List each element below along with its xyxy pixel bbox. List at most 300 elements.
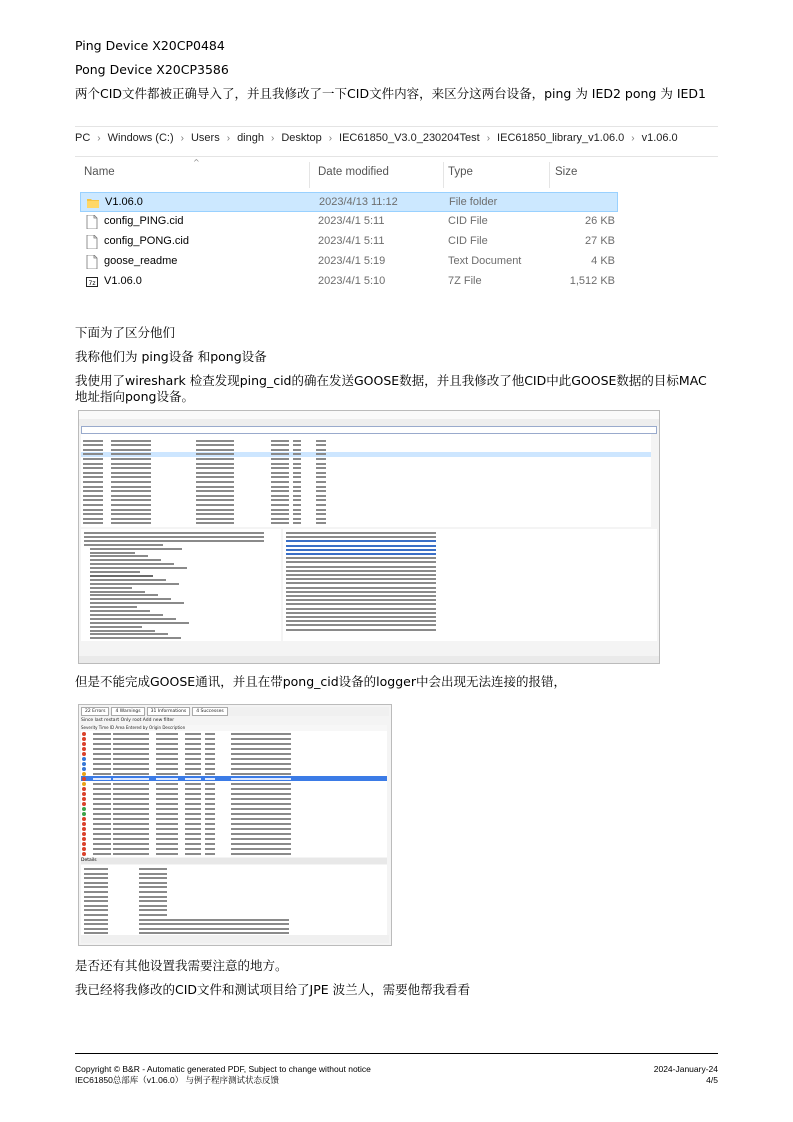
ping-device-line: Ping Device X20CP0484 xyxy=(75,38,225,53)
logger-text-line xyxy=(205,783,215,785)
logger-text-line xyxy=(205,793,215,795)
wireshark-packet-details xyxy=(81,529,281,641)
logger-tab[interactable]: 31 Informations xyxy=(147,707,191,716)
detail-key-line xyxy=(84,882,108,884)
logger-text-line xyxy=(205,738,215,740)
packet-text-line xyxy=(293,490,301,492)
logger-text-line xyxy=(205,833,215,835)
logger-text-line xyxy=(185,783,201,785)
file-icon xyxy=(86,215,98,229)
packet-text-line xyxy=(83,513,103,515)
hex-text-line xyxy=(286,540,436,542)
logger-text-line xyxy=(156,853,178,855)
breadcrumb-segment[interactable]: Desktop xyxy=(281,132,322,144)
logger-text-line xyxy=(156,768,178,770)
packet-text-line xyxy=(316,449,326,451)
logger-table-header: Severity Time ID Area Entered by Origin Description xyxy=(81,725,387,731)
packet-text-line xyxy=(293,463,301,465)
detail-text-line xyxy=(90,602,184,604)
column-separator[interactable] xyxy=(549,162,550,188)
file-row[interactable] xyxy=(80,232,618,252)
packet-text-line xyxy=(316,481,326,483)
hex-text-line xyxy=(286,536,436,538)
logger-text-line xyxy=(231,828,291,830)
logger-text-line xyxy=(205,748,215,750)
detail-key-line xyxy=(84,923,108,925)
archive-icon xyxy=(86,275,98,289)
logger-text-line xyxy=(185,778,201,780)
breadcrumb-segment[interactable]: IEC61850_V3.0_230204Test xyxy=(339,132,480,144)
logger-tab[interactable]: 22 Errors xyxy=(81,707,109,716)
logger-details-pane xyxy=(81,865,387,939)
packet-text-line xyxy=(293,467,301,469)
column-separator[interactable] xyxy=(443,162,444,188)
logger-text-line xyxy=(205,788,215,790)
logger-text-line xyxy=(113,813,149,815)
logger-text-line xyxy=(156,803,178,805)
column-name[interactable]: Name xyxy=(84,166,115,178)
file-row[interactable] xyxy=(80,272,618,292)
logger-text-line xyxy=(231,833,291,835)
file-explorer-screenshot xyxy=(75,126,718,298)
breadcrumb-segment[interactable]: v1.06.0 xyxy=(641,132,678,144)
packet-text-line xyxy=(111,444,151,446)
detail-text-line xyxy=(90,555,148,557)
logger-text-line xyxy=(185,733,201,735)
packet-text-line xyxy=(196,472,234,474)
logger-text-line xyxy=(156,753,178,755)
logger-text-line xyxy=(93,768,111,770)
logger-text-line xyxy=(93,843,111,845)
packet-text-line xyxy=(111,453,151,455)
chevron-right-icon: › xyxy=(270,133,275,144)
packet-text-line xyxy=(271,463,289,465)
packet-text-line xyxy=(316,476,326,478)
logger-text-line xyxy=(93,838,111,840)
wireshark-screenshot xyxy=(78,410,660,664)
packet-text-line xyxy=(293,440,301,442)
logger-text-line xyxy=(93,778,111,780)
packet-text-line xyxy=(196,444,234,446)
logger-text-line xyxy=(113,788,149,790)
packet-text-line xyxy=(316,513,326,515)
footer-copyright: Copyright © B&R - Automatic generated PDF, Subject to change without notice xyxy=(75,1064,371,1074)
hex-text-line xyxy=(286,608,436,610)
packet-text-line xyxy=(293,449,301,451)
logger-text-line xyxy=(205,848,215,850)
packet-text-line xyxy=(293,444,301,446)
packet-text-line xyxy=(271,467,289,469)
detail-key-line xyxy=(84,873,108,875)
packet-text-line xyxy=(271,449,289,451)
logger-text-line xyxy=(113,823,149,825)
detail-key-line xyxy=(84,914,108,916)
wireshark-hex-pane xyxy=(283,529,657,641)
packet-row[interactable] xyxy=(81,521,651,526)
logger-tabs xyxy=(81,707,389,716)
logger-text-line xyxy=(113,803,149,805)
logger-text-line xyxy=(205,798,215,800)
file-size: 1,512 KB xyxy=(569,275,615,287)
logger-text-line xyxy=(93,758,111,760)
packet-text-line xyxy=(316,509,326,511)
logger-text-line xyxy=(185,843,201,845)
breadcrumb-segment[interactable]: Windows (C:) xyxy=(107,132,174,144)
packet-text-line xyxy=(316,499,326,501)
packet-text-line xyxy=(83,472,103,474)
logger-text-line xyxy=(93,818,111,820)
column-date[interactable]: Date modified xyxy=(318,166,389,178)
detail-key-line xyxy=(84,909,108,911)
packet-text-line xyxy=(271,504,289,506)
logger-text-line xyxy=(185,808,201,810)
packet-text-line xyxy=(111,440,151,442)
logger-text-line xyxy=(231,733,291,735)
footer-date: 2024-January-24 xyxy=(653,1064,718,1074)
hex-text-line xyxy=(286,574,436,576)
logger-text-line xyxy=(113,818,149,820)
packet-text-line xyxy=(83,509,103,511)
file-icon xyxy=(86,255,98,269)
logger-text-line xyxy=(231,813,291,815)
logger-text-line xyxy=(93,753,111,755)
hex-text-line xyxy=(286,591,436,593)
pong-device-line: Pong Device X20CP3586 xyxy=(75,62,229,77)
svg-text:7z: 7z xyxy=(88,280,96,287)
logger-footer-tabs xyxy=(81,935,389,943)
logger-text-line xyxy=(156,828,178,830)
packet-text-line xyxy=(271,481,289,483)
logger-text-line xyxy=(231,773,291,775)
sort-arrow-icon: ^ xyxy=(193,158,200,167)
logger-text-line xyxy=(231,848,291,850)
detail-text-line xyxy=(84,532,264,534)
logger-text-line xyxy=(231,738,291,740)
hex-text-line xyxy=(286,582,436,584)
wireshark-packet-list xyxy=(81,434,651,527)
logger-filter-bar[interactable]: Since last restart Only root Add new filter xyxy=(81,718,175,723)
packet-text-line xyxy=(293,472,301,474)
divider xyxy=(75,126,718,127)
file-name: goose_readme xyxy=(104,255,178,267)
packet-text-line xyxy=(196,458,234,460)
detail-value-line xyxy=(139,923,289,925)
logger-text-line xyxy=(185,788,201,790)
packet-text-line xyxy=(271,499,289,501)
detail-value-line xyxy=(139,909,167,911)
chevron-right-icon: › xyxy=(631,133,635,144)
hex-text-line xyxy=(286,629,436,631)
logger-text-line xyxy=(156,838,178,840)
packet-text-line xyxy=(111,504,151,506)
file-type: CID File xyxy=(448,235,488,247)
logger-text-line xyxy=(113,783,149,785)
packet-text-line xyxy=(111,463,151,465)
logger-text-line xyxy=(93,793,111,795)
naming-paragraph: 我称他们为 ping设备 和pong设备 xyxy=(75,349,267,364)
question-paragraph: 是否还有其他设置我需要注意的地方。 xyxy=(75,958,288,973)
logger-text-line xyxy=(205,803,215,805)
packet-text-line xyxy=(293,522,301,524)
packet-text-line xyxy=(293,486,301,488)
logger-text-line xyxy=(93,823,111,825)
packet-text-line xyxy=(196,518,234,520)
logger-text-line xyxy=(185,838,201,840)
packet-text-line xyxy=(83,504,103,506)
packet-text-line xyxy=(316,518,326,520)
packet-text-line xyxy=(111,509,151,511)
logger-text-line xyxy=(185,768,201,770)
logger-text-line xyxy=(113,733,149,735)
detail-text-line xyxy=(90,594,158,596)
logger-text-line xyxy=(113,843,149,845)
packet-text-line xyxy=(196,467,234,469)
sent-paragraph: 我已经将我修改的CID文件和测试项目给了JPE 波兰人，需要他帮我看看 xyxy=(75,982,471,997)
logger-text-line xyxy=(156,783,178,785)
detail-text-line xyxy=(90,598,171,600)
detail-key-line xyxy=(84,868,108,870)
logger-text-line xyxy=(231,788,291,790)
detail-key-line xyxy=(84,886,108,888)
packet-text-line xyxy=(83,476,103,478)
packet-text-line xyxy=(293,476,301,478)
breadcrumb xyxy=(75,132,678,150)
file-size: 26 KB xyxy=(585,215,615,227)
logger-text-line xyxy=(205,753,215,755)
column-separator[interactable] xyxy=(309,162,310,188)
logger-text-line xyxy=(205,763,215,765)
logger-text-line xyxy=(231,843,291,845)
packet-text-line xyxy=(111,449,151,451)
file-row[interactable] xyxy=(80,212,618,232)
detail-key-line xyxy=(84,896,108,898)
logger-text-line xyxy=(113,768,149,770)
detail-text-line xyxy=(90,614,163,616)
detail-text-line xyxy=(90,567,187,569)
logger-text-line xyxy=(231,838,291,840)
logger-text-line xyxy=(93,813,111,815)
logger-text-line xyxy=(93,763,111,765)
logger-text-line xyxy=(205,853,215,855)
footer-page-number: 4/5 xyxy=(706,1075,718,1085)
packet-text-line xyxy=(271,509,289,511)
logger-text-line xyxy=(156,818,178,820)
logger-text-line xyxy=(185,793,201,795)
document-page xyxy=(75,0,718,1122)
logger-text-line xyxy=(185,803,201,805)
logger-text-line xyxy=(93,848,111,850)
logger-text-line xyxy=(113,793,149,795)
hex-text-line xyxy=(286,595,436,597)
packet-text-line xyxy=(293,499,301,501)
footer-rule xyxy=(75,1053,718,1054)
logger-text-line xyxy=(205,818,215,820)
detail-text-line xyxy=(84,536,264,538)
chevron-right-icon: › xyxy=(486,133,491,144)
detail-text-line xyxy=(90,583,179,585)
logger-text-line xyxy=(113,833,149,835)
column-size[interactable]: Size xyxy=(555,166,578,178)
logger-text-line xyxy=(231,803,291,805)
detail-text-line xyxy=(84,540,264,542)
logger-text-line xyxy=(113,753,149,755)
logger-text-line xyxy=(113,798,149,800)
detail-text-line xyxy=(90,548,182,550)
chevron-right-icon: › xyxy=(97,133,101,144)
logger-text-line xyxy=(156,793,178,795)
packet-text-line xyxy=(293,495,301,497)
distinguish-paragraph: 下面为了区分他们 xyxy=(75,325,176,340)
packet-text-line xyxy=(316,522,326,524)
logger-text-line xyxy=(93,783,111,785)
packet-text-line xyxy=(196,449,234,451)
packet-text-line xyxy=(111,481,151,483)
hex-text-line xyxy=(286,557,436,559)
logger-text-line xyxy=(231,818,291,820)
breadcrumb-segment[interactable]: Users xyxy=(190,132,220,144)
logger-text-line xyxy=(231,743,291,745)
packet-text-line xyxy=(271,495,289,497)
logger-text-line xyxy=(205,813,215,815)
packet-text-line xyxy=(316,458,326,460)
packet-text-line xyxy=(196,504,234,506)
logger-text-line xyxy=(93,803,111,805)
detail-text-line xyxy=(90,587,132,589)
packet-text-line xyxy=(83,440,103,442)
logger-text-line xyxy=(156,808,178,810)
packet-text-line xyxy=(316,486,326,488)
detail-value-line xyxy=(139,873,167,875)
packet-text-line xyxy=(196,453,234,455)
file-date: 2023/4/1 5:19 xyxy=(318,255,386,267)
hex-text-line xyxy=(286,578,436,580)
logger-text-line xyxy=(93,733,111,735)
divider xyxy=(75,156,718,157)
detail-key-line xyxy=(84,900,108,902)
packet-text-line xyxy=(293,509,301,511)
logger-text-line xyxy=(156,773,178,775)
folder-icon xyxy=(87,196,99,210)
logger-tab[interactable]: 4 Successes xyxy=(192,707,228,716)
breadcrumb-segment[interactable]: IEC61850_library_v1.06.0 xyxy=(497,132,625,144)
packet-text-line xyxy=(196,509,234,511)
packet-text-line xyxy=(111,518,151,520)
detail-value-line xyxy=(139,928,289,930)
logger-text-line xyxy=(231,748,291,750)
logger-text-line xyxy=(156,778,178,780)
problem-paragraph: 但是不能完成GOOSE通讯，并且在带pong_cid设备的logger中会出现无法连接的报错， xyxy=(75,674,566,689)
logger-text-line xyxy=(205,838,215,840)
detail-value-line xyxy=(139,886,167,888)
detail-key-line xyxy=(84,928,108,930)
hex-text-line xyxy=(286,549,436,551)
logger-text-line xyxy=(231,753,291,755)
logger-text-line xyxy=(113,853,149,855)
packet-text-line xyxy=(196,490,234,492)
logger-text-line xyxy=(156,813,178,815)
logger-text-line xyxy=(93,748,111,750)
logger-text-line xyxy=(231,793,291,795)
logger-text-line xyxy=(113,758,149,760)
packet-text-line xyxy=(293,504,301,506)
detail-text-line xyxy=(90,626,142,628)
packet-text-line xyxy=(316,472,326,474)
breadcrumb-segment[interactable]: PC xyxy=(75,132,91,144)
packet-text-line xyxy=(293,481,301,483)
wireshark-filter-input[interactable] xyxy=(81,426,657,434)
packet-text-line xyxy=(196,522,234,524)
wireshark-menubar xyxy=(79,411,659,419)
logger-text-line xyxy=(156,763,178,765)
logger-text-line xyxy=(205,828,215,830)
logger-text-line xyxy=(185,738,201,740)
packet-text-line xyxy=(83,499,103,501)
hex-text-line xyxy=(286,612,436,614)
logger-text-line xyxy=(205,808,215,810)
packet-text-line xyxy=(293,518,301,520)
file-row[interactable] xyxy=(80,252,618,272)
packet-text-line xyxy=(196,486,234,488)
logger-row[interactable] xyxy=(81,851,387,856)
detail-value-line xyxy=(139,891,167,893)
packet-text-line xyxy=(271,518,289,520)
detail-text-line xyxy=(90,637,181,639)
hex-text-line xyxy=(286,566,436,568)
logger-text-line xyxy=(113,763,149,765)
packet-text-line xyxy=(316,463,326,465)
logger-tab[interactable]: 4 Warnings xyxy=(111,707,144,716)
packet-text-line xyxy=(83,449,103,451)
logger-text-line xyxy=(185,798,201,800)
file-name: config_PING.cid xyxy=(104,215,184,227)
packet-text-line xyxy=(111,458,151,460)
packet-text-line xyxy=(271,440,289,442)
logger-text-line xyxy=(185,758,201,760)
logger-text-line xyxy=(231,768,291,770)
detail-value-line xyxy=(139,900,167,902)
packet-text-line xyxy=(111,522,151,524)
detail-key-line xyxy=(84,905,108,907)
column-type[interactable]: Type xyxy=(448,166,473,178)
detail-text-line xyxy=(90,571,140,573)
detail-value-line xyxy=(139,868,167,870)
breadcrumb-segment[interactable]: dingh xyxy=(237,132,264,144)
packet-text-line xyxy=(316,490,326,492)
detail-text-line xyxy=(90,618,176,620)
file-row[interactable] xyxy=(80,192,618,212)
logger-text-line xyxy=(205,823,215,825)
packet-text-line xyxy=(293,458,301,460)
packet-text-line xyxy=(111,513,151,515)
packet-text-line xyxy=(196,463,234,465)
detail-text-line xyxy=(84,544,163,546)
packet-text-line xyxy=(83,444,103,446)
hex-text-line xyxy=(286,532,436,534)
packet-text-line xyxy=(111,499,151,501)
logger-text-line xyxy=(205,843,215,845)
detail-value-line xyxy=(139,919,289,921)
detail-text-line xyxy=(90,579,166,581)
logger-text-line xyxy=(156,748,178,750)
packet-text-line xyxy=(83,518,103,520)
file-name: config_PONG.cid xyxy=(104,235,189,247)
logger-text-line xyxy=(231,758,291,760)
detail-value-line xyxy=(139,914,167,916)
packet-text-line xyxy=(83,486,103,488)
packet-text-line xyxy=(111,467,151,469)
logger-text-line xyxy=(156,758,178,760)
packet-text-line xyxy=(196,513,234,515)
